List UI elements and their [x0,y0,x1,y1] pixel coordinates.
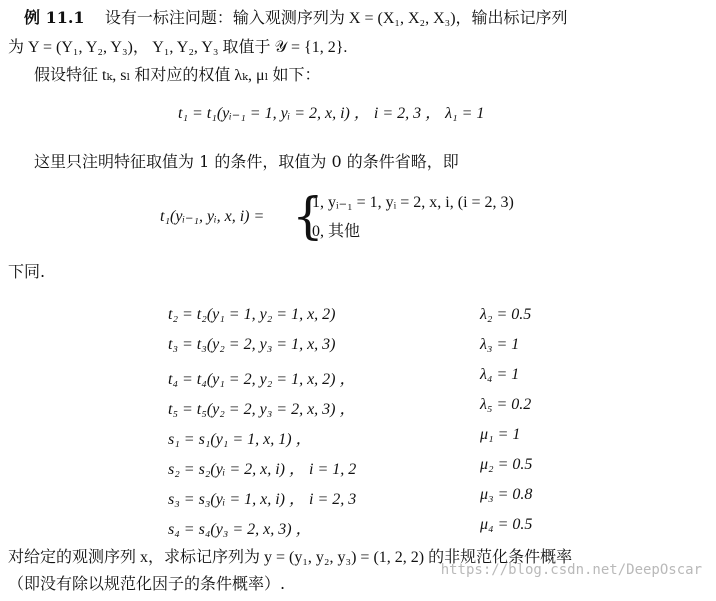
feature-weight: μ₁ = 1 [480,426,521,443]
feature-expression: s₄ = s₄(y₃ = 2, x, 3) ， [168,521,312,538]
feature-weight: λ₂ = 0.5 [480,306,532,323]
feature-weight: λ₄ = 1 [480,366,520,383]
piecewise-brace: { [292,187,324,245]
feature-expression: t₄ = t₄(y₁ = 2, y₂ = 1, x, 2) ， [168,371,356,388]
question-line-2: （即没有除以规范化因子的条件概率）. [8,574,286,593]
feature-expression: t₂ = t₂(y₁ = 1, y₂ = 1, x, 2) [168,306,336,323]
feature-expression: t₅ = t₅(y₂ = 2, y₃ = 2, x, 3) ， [168,401,356,418]
feature-row [168,306,688,328]
feature-row [168,456,688,478]
feature-expression: s₂ = s₂(yᵢ = 2, x, i) ， i = 1, 2 [168,461,357,478]
feature-row [168,516,688,538]
piecewise-lhs: t₁(yᵢ₋₁, yᵢ, x, i) = [160,208,265,225]
watermark-url: https://blog.csdn.net/DeepOscar [440,562,702,578]
feature-expression: t₃ = t₃(y₂ = 2, y₃ = 1, x, 3) [168,336,336,353]
example-line-1: 设有一标注问题：输入观测序列为 X = (X₁, X₂, X₃)，输出标记序列 [104,10,568,27]
example-line-2: 为 Y = (Y₁, Y₂, Y₃)， Y₁, Y₂, Y₃ 取值于 𝒴 = {1, 2}. [8,39,348,56]
feature-weight: μ₃ = 0.8 [480,486,533,503]
same-below-text: 下同. [8,262,46,281]
example-label: 例 11.1 [24,8,85,27]
piecewise-case-2: 0, 其他 [312,223,361,240]
feature-row [168,426,688,448]
feature-row [168,486,688,508]
example-intro-line [24,8,568,29]
equation-t1: t₁ = t₁(yᵢ₋₁ = 1, yᵢ = 2, x, i) ， i = 2, 3 ， λ₁ = 1 [178,105,485,122]
feature-row [168,366,688,388]
piecewise-definition [160,188,580,248]
question-line-1: 对给定的观测序列 x，求标记序列为 y = (y₁, y₂, y₃) = (1, 2, 2) 的非规范化条件概率 [8,549,573,566]
feature-expression: s₃ = s₃(yᵢ = 1, x, i) ， i = 2, 3 [168,491,357,508]
note-text: 这里只注明特征取值为 1 的条件，取值为 0 的条件省略，即 [34,152,459,171]
feature-weight: λ₅ = 0.2 [480,396,532,413]
feature-expression: s₁ = s₁(y₁ = 1, x, 1) ， [168,431,312,448]
feature-weight: μ₄ = 0.5 [480,516,533,533]
example-line-3: 假设特征 tₖ, sₗ 和对应的权值 λₖ, μₗ 如下： [34,67,321,84]
feature-row [168,396,688,418]
feature-weight: μ₂ = 0.5 [480,456,533,473]
feature-weight: λ₃ = 1 [480,336,520,353]
feature-row [168,336,688,358]
piecewise-case-1: 1, yᵢ₋₁ = 1, yᵢ = 2, x, i, (i = 2, 3) [312,194,514,211]
